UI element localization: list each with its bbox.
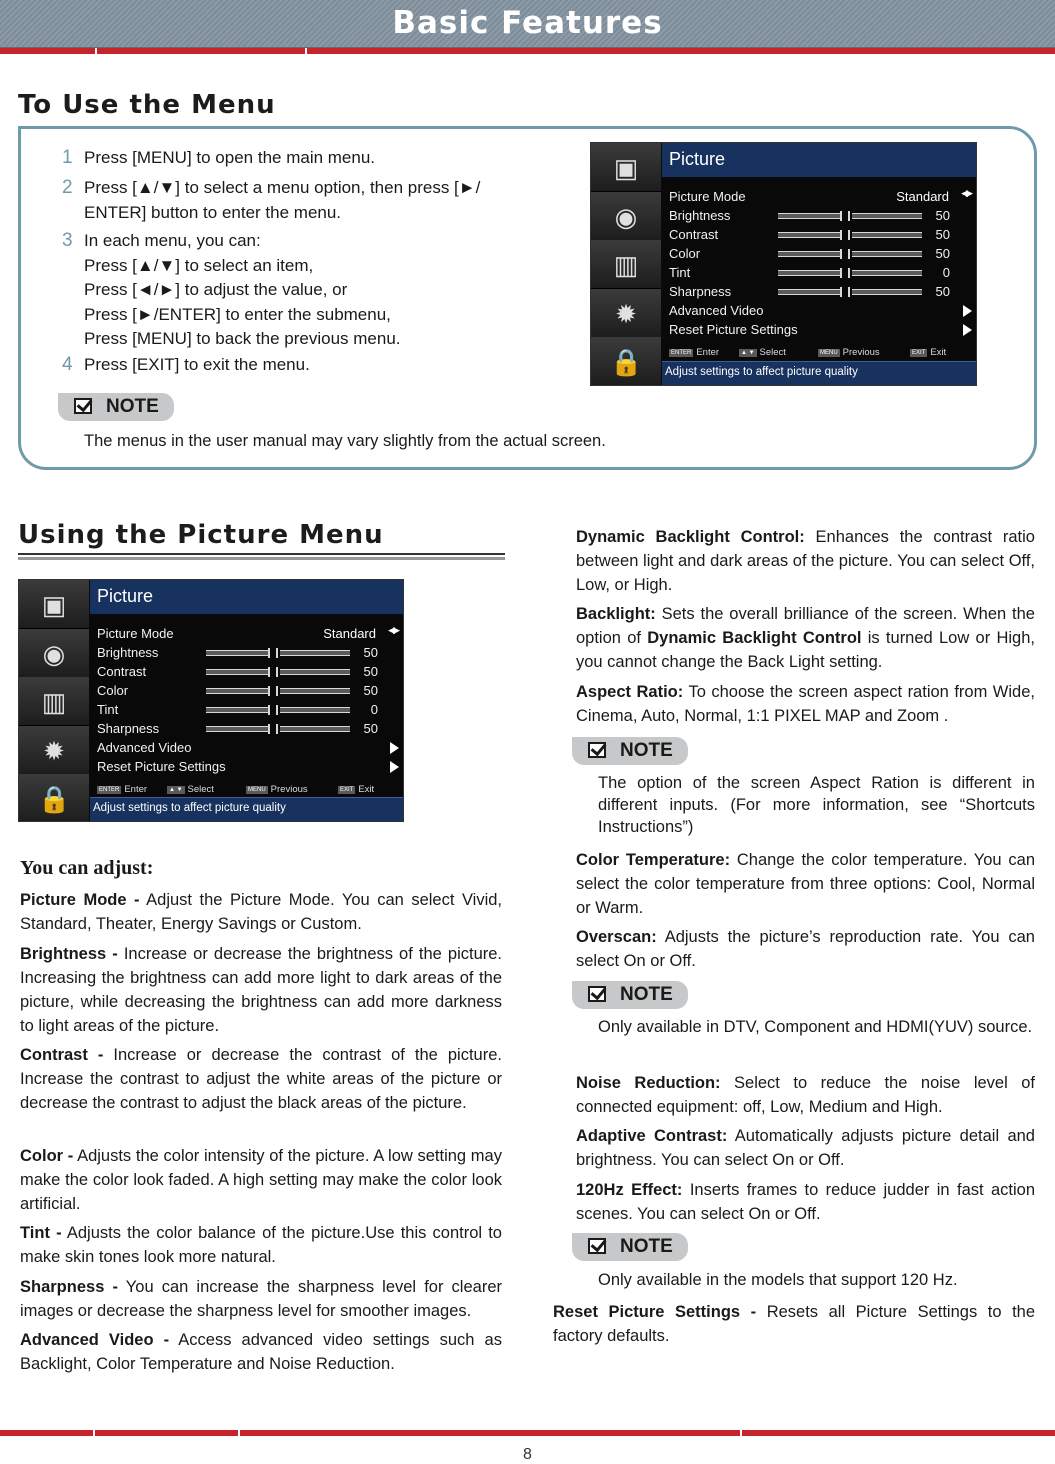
sidebar-item-sound[interactable]: [591, 192, 661, 241]
chevron-right-icon: [390, 761, 399, 773]
item-text: You can increase the sharpness level for clearer images or decrease the sharpness level for smoother images.: [20, 1278, 502, 1320]
slider-marker: [848, 287, 850, 297]
adjust-item: [20, 1144, 502, 1216]
menu-item-tint[interactable]: Tint: [97, 702, 119, 717]
slider-track: [280, 726, 350, 732]
menu-item-sharpness[interactable]: Sharpness: [669, 284, 732, 299]
select-key-hint: [167, 784, 214, 795]
sidebar-item-settings-gear[interactable]: [591, 289, 661, 338]
slider-track: [206, 688, 268, 694]
item-text: Access advanced video settings such as Backlight, Color Temperature and Noise Reduction.: [20, 1331, 502, 1373]
step-text: Press [▲/▼] to select an item,: [84, 255, 314, 275]
item-text: Increase or decrease the contrast of the picture. Increase the contrast to adjust the white areas of the picture or decrease the contrast to adjust the black areas of the picture.: [20, 1046, 502, 1112]
item-term: Tint -: [20, 1224, 62, 1242]
slider-track: [852, 213, 922, 219]
left-right-arrows-icon: ◀▶: [961, 188, 971, 198]
item-term: Backlight:: [576, 605, 656, 623]
slider-track: [778, 213, 840, 219]
slider-value: 50: [935, 208, 950, 223]
settings-gear-icon: ✹: [43, 735, 65, 766]
adjust-item: [20, 1275, 502, 1323]
menu-item-picture-mode[interactable]: [97, 626, 398, 645]
slider-marker: [268, 686, 270, 696]
item-term: Aspect Ratio:: [576, 683, 684, 701]
slider-marker: [840, 287, 842, 297]
item-text: is turned Low or High, you cannot change the Back Light setting.: [576, 629, 1035, 671]
key-label: Previous: [270, 784, 308, 795]
picture-mode-value: Standard: [323, 626, 376, 641]
slider-value: 50: [363, 645, 378, 660]
lock-icon: 🔒: [610, 347, 643, 377]
item-text: Adjusts the color balance of the picture.Use this control to make skin tones look more natural.: [20, 1224, 502, 1266]
item-term: Contrast -: [20, 1046, 104, 1064]
slider-track: [206, 669, 268, 675]
sidebar-item-picture[interactable]: [591, 143, 661, 192]
item-120hz-effect: [576, 1178, 1035, 1226]
slider-marker: [276, 667, 278, 677]
adjust-heading: You can adjust:: [20, 857, 154, 879]
note-label: NOTE: [620, 740, 673, 761]
item-overscan: [576, 925, 1035, 973]
step-number: 1: [62, 147, 73, 168]
sidebar-item-channel[interactable]: [591, 240, 661, 289]
slider-track: [778, 232, 840, 238]
slider-track: [778, 289, 840, 295]
chevron-right-icon: [390, 742, 399, 754]
item-term: Sharpness -: [20, 1278, 118, 1296]
step-text: Press [▲/▼] to select a menu option, then press [►/: [84, 178, 481, 197]
item-text: Inserts frames to reduce judder in fast action scenes. You can select On or Off.: [576, 1181, 1035, 1223]
slider-track: [852, 289, 922, 295]
note-text: Only available in the models that support 120 Hz.: [598, 1271, 958, 1289]
tv-menu-header: Picture: [662, 143, 976, 177]
menu-item-contrast[interactable]: Contrast: [97, 664, 147, 679]
tv-menu-hint: Adjust settings to affect picture quality: [662, 361, 976, 385]
tv-menu-hint: Adjust settings to affect picture quality: [90, 797, 403, 821]
adjust-item: [20, 1328, 502, 1376]
slider-marker: [848, 249, 850, 259]
menu-item-advanced-video[interactable]: Advanced Video: [97, 740, 192, 755]
sidebar-item-sound[interactable]: [19, 629, 89, 678]
slider-track: [852, 232, 922, 238]
key-icon: EXIT: [340, 787, 354, 793]
exit-key-hint: [338, 784, 374, 795]
slider-marker: [848, 268, 850, 278]
item-aspect-ratio: [576, 680, 1035, 728]
key-label: Exit: [930, 347, 947, 358]
item-noise-reduction: [576, 1071, 1035, 1119]
enter-key-hint: [97, 784, 147, 795]
picture-mode-value: Standard: [896, 189, 949, 204]
slider-track: [280, 688, 350, 694]
header-accent-line: [97, 48, 305, 54]
sidebar-item-lock[interactable]: [19, 774, 89, 822]
lock-icon: 🔒: [38, 784, 71, 814]
key-icon: MENU: [248, 787, 266, 793]
item-dynamic-backlight: [576, 525, 1035, 597]
menu-item-brightness[interactable]: Brightness: [669, 208, 731, 223]
note-label: NOTE: [620, 984, 673, 1005]
item-text: Resets all Picture Settings to the factory defaults.: [553, 1303, 1036, 1345]
tv-menu-panel: [90, 616, 403, 796]
adjust-item: [20, 1043, 502, 1115]
step-number: 4: [62, 354, 73, 375]
key-label: Previous: [842, 347, 880, 358]
step-text: Press [►/ENTER] to enter the submenu,: [84, 304, 391, 324]
item-text: To choose the screen aspect ration from Wide, Cinema, Auto, Normal, 1:1 PIXEL MAP and Zoom .: [576, 683, 1035, 725]
tv-menu-header: Picture: [90, 580, 403, 614]
note-text: Only available in DTV, Component and HDMI(YUV) source.: [598, 1018, 1033, 1036]
slider-value: 50: [935, 227, 950, 242]
enter-key-hint: [669, 347, 719, 358]
key-label: Exit: [358, 784, 375, 795]
footer-accent-line: [240, 1430, 740, 1436]
slider-track: [778, 270, 840, 276]
slider-marker: [276, 686, 278, 696]
item-text: Enhances the contrast ratio between light and dark areas of the picture. You can select Off, Low, or High.: [576, 528, 1035, 594]
slider-track: [852, 270, 922, 276]
slider-marker: [276, 705, 278, 715]
checkbox-icon: [588, 742, 606, 758]
item-text: Adjusts the color intensity of the picture. A low setting may make the color look faded. A high setting may make the color look artificial.: [20, 1147, 502, 1213]
page-number: 8: [523, 1446, 532, 1463]
menu-item-reset-picture-settings[interactable]: Reset Picture Settings: [669, 322, 798, 337]
item-text: Change the color temperature. You can select the color temperature from three options: Cool, Normal or Warm.: [576, 851, 1035, 917]
slider-marker: [840, 211, 842, 221]
footer-accent-line: [95, 1430, 238, 1436]
sound-icon: ◉: [614, 201, 638, 232]
item-term: Noise Reduction:: [576, 1074, 721, 1092]
note-text: The menus in the user manual may vary slightly from the actual screen.: [84, 432, 606, 450]
slider-marker: [268, 667, 270, 677]
adjust-item: [20, 942, 502, 1038]
note-badge: [572, 1233, 688, 1261]
adjust-item: [20, 1221, 502, 1269]
key-icon: ▲ ▼: [169, 787, 183, 793]
item-text: Adjusts the picture’s reproduction rate. You can select On or Off.: [576, 928, 1035, 970]
menu-item-color[interactable]: Color: [97, 683, 129, 698]
slider-track: [206, 707, 268, 713]
key-label: Enter: [124, 784, 148, 795]
sound-icon: ◉: [42, 638, 66, 669]
key-icon: ENTER: [671, 350, 692, 356]
item-term-inline: Dynamic Backlight Control: [647, 629, 862, 647]
key-icon: MENU: [820, 350, 838, 356]
item-text: Sets the overall brilliance of the screen. When the option of: [576, 605, 1035, 647]
step-text: ENTER] button to enter the menu.: [84, 202, 342, 222]
tv-picture-menu: [590, 142, 977, 386]
slider-marker: [840, 249, 842, 259]
settings-gear-icon: ✹: [615, 298, 637, 329]
menu-item-sharpness[interactable]: Sharpness: [97, 721, 160, 736]
checkbox-icon: [588, 986, 606, 1002]
item-term: Advanced Video -: [20, 1331, 170, 1349]
chevron-right-icon: [963, 305, 972, 317]
menu-item-picture-mode[interactable]: [669, 189, 971, 208]
item-adaptive-contrast: [576, 1124, 1035, 1172]
tv-sidebar: [591, 143, 661, 385]
channel-icon: ▥: [41, 687, 67, 717]
menu-item-color[interactable]: Color: [669, 246, 701, 261]
item-text: Increase or decrease the brightness of the picture. Increasing the brightness can add more light to dark areas of the picture, while decreasing the brightness can add more darkness to light areas of the picture.: [20, 945, 503, 1035]
slider-track: [280, 650, 350, 656]
left-right-arrows-icon: ◀▶: [388, 625, 398, 635]
item-term: Picture Mode -: [20, 891, 140, 909]
item-text: Automatically adjusts picture detail and brightness. You can select On or Off.: [576, 1127, 1035, 1169]
slider-track: [206, 726, 268, 732]
section-underline: [18, 553, 505, 555]
slider-value: 50: [935, 246, 950, 261]
slider-track: [778, 251, 840, 257]
header-accent-line: [307, 48, 1055, 54]
step-number: 3: [62, 230, 73, 251]
slider-marker: [848, 230, 850, 240]
step-text: Press [◄/►] to adjust the value, or: [84, 280, 348, 299]
item-term: Adaptive Contrast:: [576, 1127, 728, 1145]
channel-icon: ▥: [613, 250, 639, 280]
item-term: Brightness -: [20, 945, 118, 963]
menu-item-advanced-video[interactable]: Advanced Video: [669, 303, 764, 318]
step-text: In each menu, you can:: [84, 231, 261, 250]
section-title-picture-menu: Using the Picture Menu: [18, 520, 384, 550]
slider-marker: [276, 648, 278, 658]
section-title-use-menu: To Use the Menu: [18, 90, 276, 120]
slider-track: [852, 251, 922, 257]
item-reset-picture-settings: [553, 1300, 1035, 1348]
sidebar-item-settings-gear[interactable]: [19, 726, 89, 775]
menu-item-label: Picture Mode: [97, 626, 174, 641]
slider-marker: [848, 211, 850, 221]
item-term: Dynamic Backlight Control:: [576, 528, 805, 546]
key-icon: EXIT: [912, 350, 926, 356]
menu-item-contrast[interactable]: Contrast: [669, 227, 719, 242]
item-backlight: [576, 602, 1035, 674]
slider-value: 50: [363, 683, 378, 698]
key-icon: ENTER: [99, 787, 120, 793]
section-underline: [18, 557, 505, 560]
chevron-right-icon: [963, 324, 972, 336]
slider-marker: [268, 648, 270, 658]
slider-value: 0: [942, 265, 950, 280]
step-text: Press [MENU] to open the main menu.: [84, 148, 376, 167]
key-label: Enter: [696, 347, 720, 358]
select-key-hint: [739, 347, 786, 358]
step-text: Press [EXIT] to exit the menu.: [84, 355, 310, 374]
item-color-temperature: [576, 848, 1035, 920]
picture-icon: ▣: [41, 590, 67, 620]
tv-picture-menu-example: [18, 579, 404, 822]
note-label: NOTE: [620, 1236, 673, 1257]
adjust-item: [20, 888, 502, 936]
slider-value: 50: [363, 664, 378, 679]
header-banner: [0, 0, 1055, 48]
tv-menu-panel: [662, 179, 976, 360]
item-term: 120Hz Effect:: [576, 1181, 683, 1199]
slider-marker: [268, 705, 270, 715]
slider-marker: [268, 724, 270, 734]
footer-accent-line: [742, 1430, 1055, 1436]
sidebar-item-lock[interactable]: [591, 337, 661, 386]
slider-marker: [840, 230, 842, 240]
key-icon: ▲ ▼: [741, 350, 755, 356]
note-label: NOTE: [106, 396, 159, 417]
sidebar-item-picture[interactable]: [19, 580, 89, 629]
footer-accent-line: [0, 1430, 93, 1436]
item-term: Color -: [20, 1147, 74, 1165]
item-term: Color Temperature:: [576, 851, 731, 869]
tv-sidebar: [19, 580, 89, 821]
step-text: Press [MENU] to back the previous menu.: [84, 329, 401, 348]
exit-key-hint: [910, 347, 946, 358]
note-badge: [572, 981, 688, 1009]
sidebar-item-channel[interactable]: [19, 677, 89, 726]
checkbox-icon: [588, 1238, 606, 1254]
menu-item-brightness[interactable]: Brightness: [97, 645, 159, 660]
slider-marker: [276, 724, 278, 734]
item-term: Overscan:: [576, 928, 657, 946]
note-badge: [58, 393, 174, 421]
slider-marker: [840, 268, 842, 278]
note-badge: [572, 737, 688, 765]
item-term: Reset Picture Settings -: [553, 1303, 757, 1321]
previous-key-hint: [818, 347, 880, 358]
checkbox-icon: [74, 398, 92, 414]
item-text: Adjust the Picture Mode. You can select Vivid, Standard, Theater, Energy Savings or Custom.: [20, 891, 502, 933]
step-number: 2: [62, 177, 73, 198]
previous-key-hint: [246, 784, 308, 795]
note-text: The option of the screen Aspect Ration is different in different inputs. (For more information, see “Shortcuts Instructions”): [598, 774, 1035, 836]
menu-item-label: Picture Mode: [669, 189, 746, 204]
menu-item-tint[interactable]: Tint: [669, 265, 691, 280]
slider-track: [206, 650, 268, 656]
slider-value: 0: [370, 702, 378, 717]
slider-track: [280, 707, 350, 713]
picture-icon: ▣: [613, 153, 639, 183]
slider-track: [280, 669, 350, 675]
menu-item-reset-picture-settings[interactable]: Reset Picture Settings: [97, 759, 226, 774]
header-accent-line: [0, 48, 95, 54]
key-label: Select: [187, 784, 214, 795]
page-header-title: Basic Features: [392, 5, 663, 41]
slider-value: 50: [363, 721, 378, 736]
slider-value: 50: [935, 284, 950, 299]
item-text: Select to reduce the noise level of connected equipment: off, Low, Medium and High.: [576, 1074, 1035, 1116]
key-label: Select: [759, 347, 786, 358]
